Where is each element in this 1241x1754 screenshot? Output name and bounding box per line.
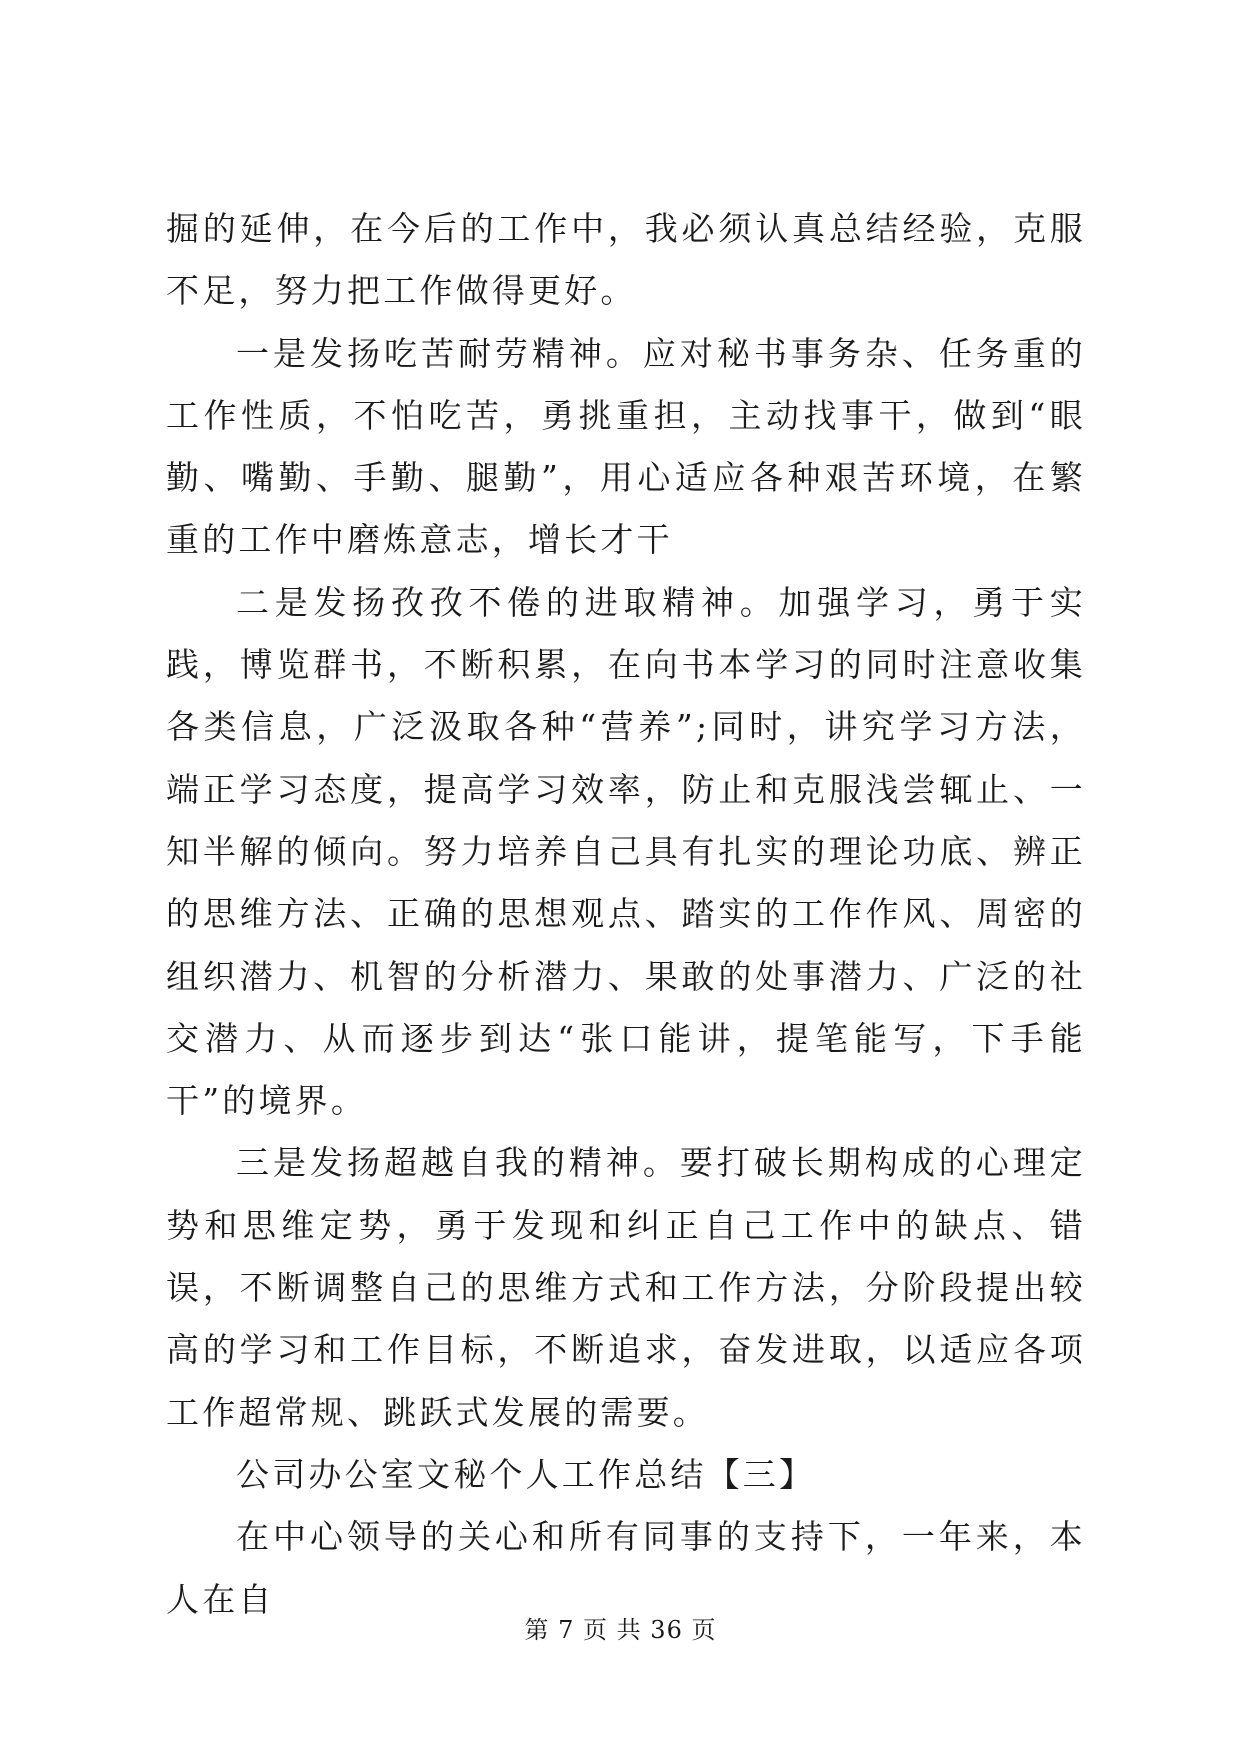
paragraph-section-intro: 在中心领导的关心和所有同事的支持下，一年来，本人在自 [166, 1517, 1086, 1619]
page-number-footer: 第 7 页 共 36 页 [524, 1616, 717, 1644]
paragraph-point-one: 一是发扬吃苦耐劳精神。应对秘书事务杂、任务重的工作性质，不怕吃苦，勇挑重担，主动找事干，做到“眼勤、嘴勤、手勤、腿勤”，用心适应各种艰苦环境，在繁重的工作中磨炼意志，增长才干 [166, 333, 1086, 560]
paragraph-point-three: 三是发扬超越自我的精神。要打破长期构成的心理定势和思维定势，勇于发现和纠正自己工作中的缺点、错误，不断调整自己的思维方式和工作方法，分阶段提出较高的学习和工作目标，不断追求，奋发进取，以适应各项工作超常规、跳跃式发展的需要。 [166, 1143, 1086, 1432]
paragraph-continuation: 掘的延伸，在今后的工作中，我必须认真总结经验，克服不足，努力把工作做得更好。 [166, 209, 1086, 311]
paragraph-point-two: 二是发扬孜孜不倦的进取精神。加强学习，勇于实践，博览群书，不断积累，在向书本学习的同时注意收集各类信息，广泛汲取各种“营养”;同时，讲究学习方法，端正学习态度，提高学习效率，防止和克服浅尝辄止、一知半解的倾向。努力培养自己具有扎实的理论功底、辨正的思维方法、正确的思想观点、踏实的工作作风、周密的组织潜力、机智的分析潜力、果敢的处事潜力、广泛的社交潜力、从而逐步到达“张口能讲，提笔能写，下手能干”的境界。 [166, 582, 1086, 1121]
document-body [166, 198, 1086, 1631]
section-heading: 公司办公室文秘个人工作总结【三】 [236, 1454, 816, 1494]
